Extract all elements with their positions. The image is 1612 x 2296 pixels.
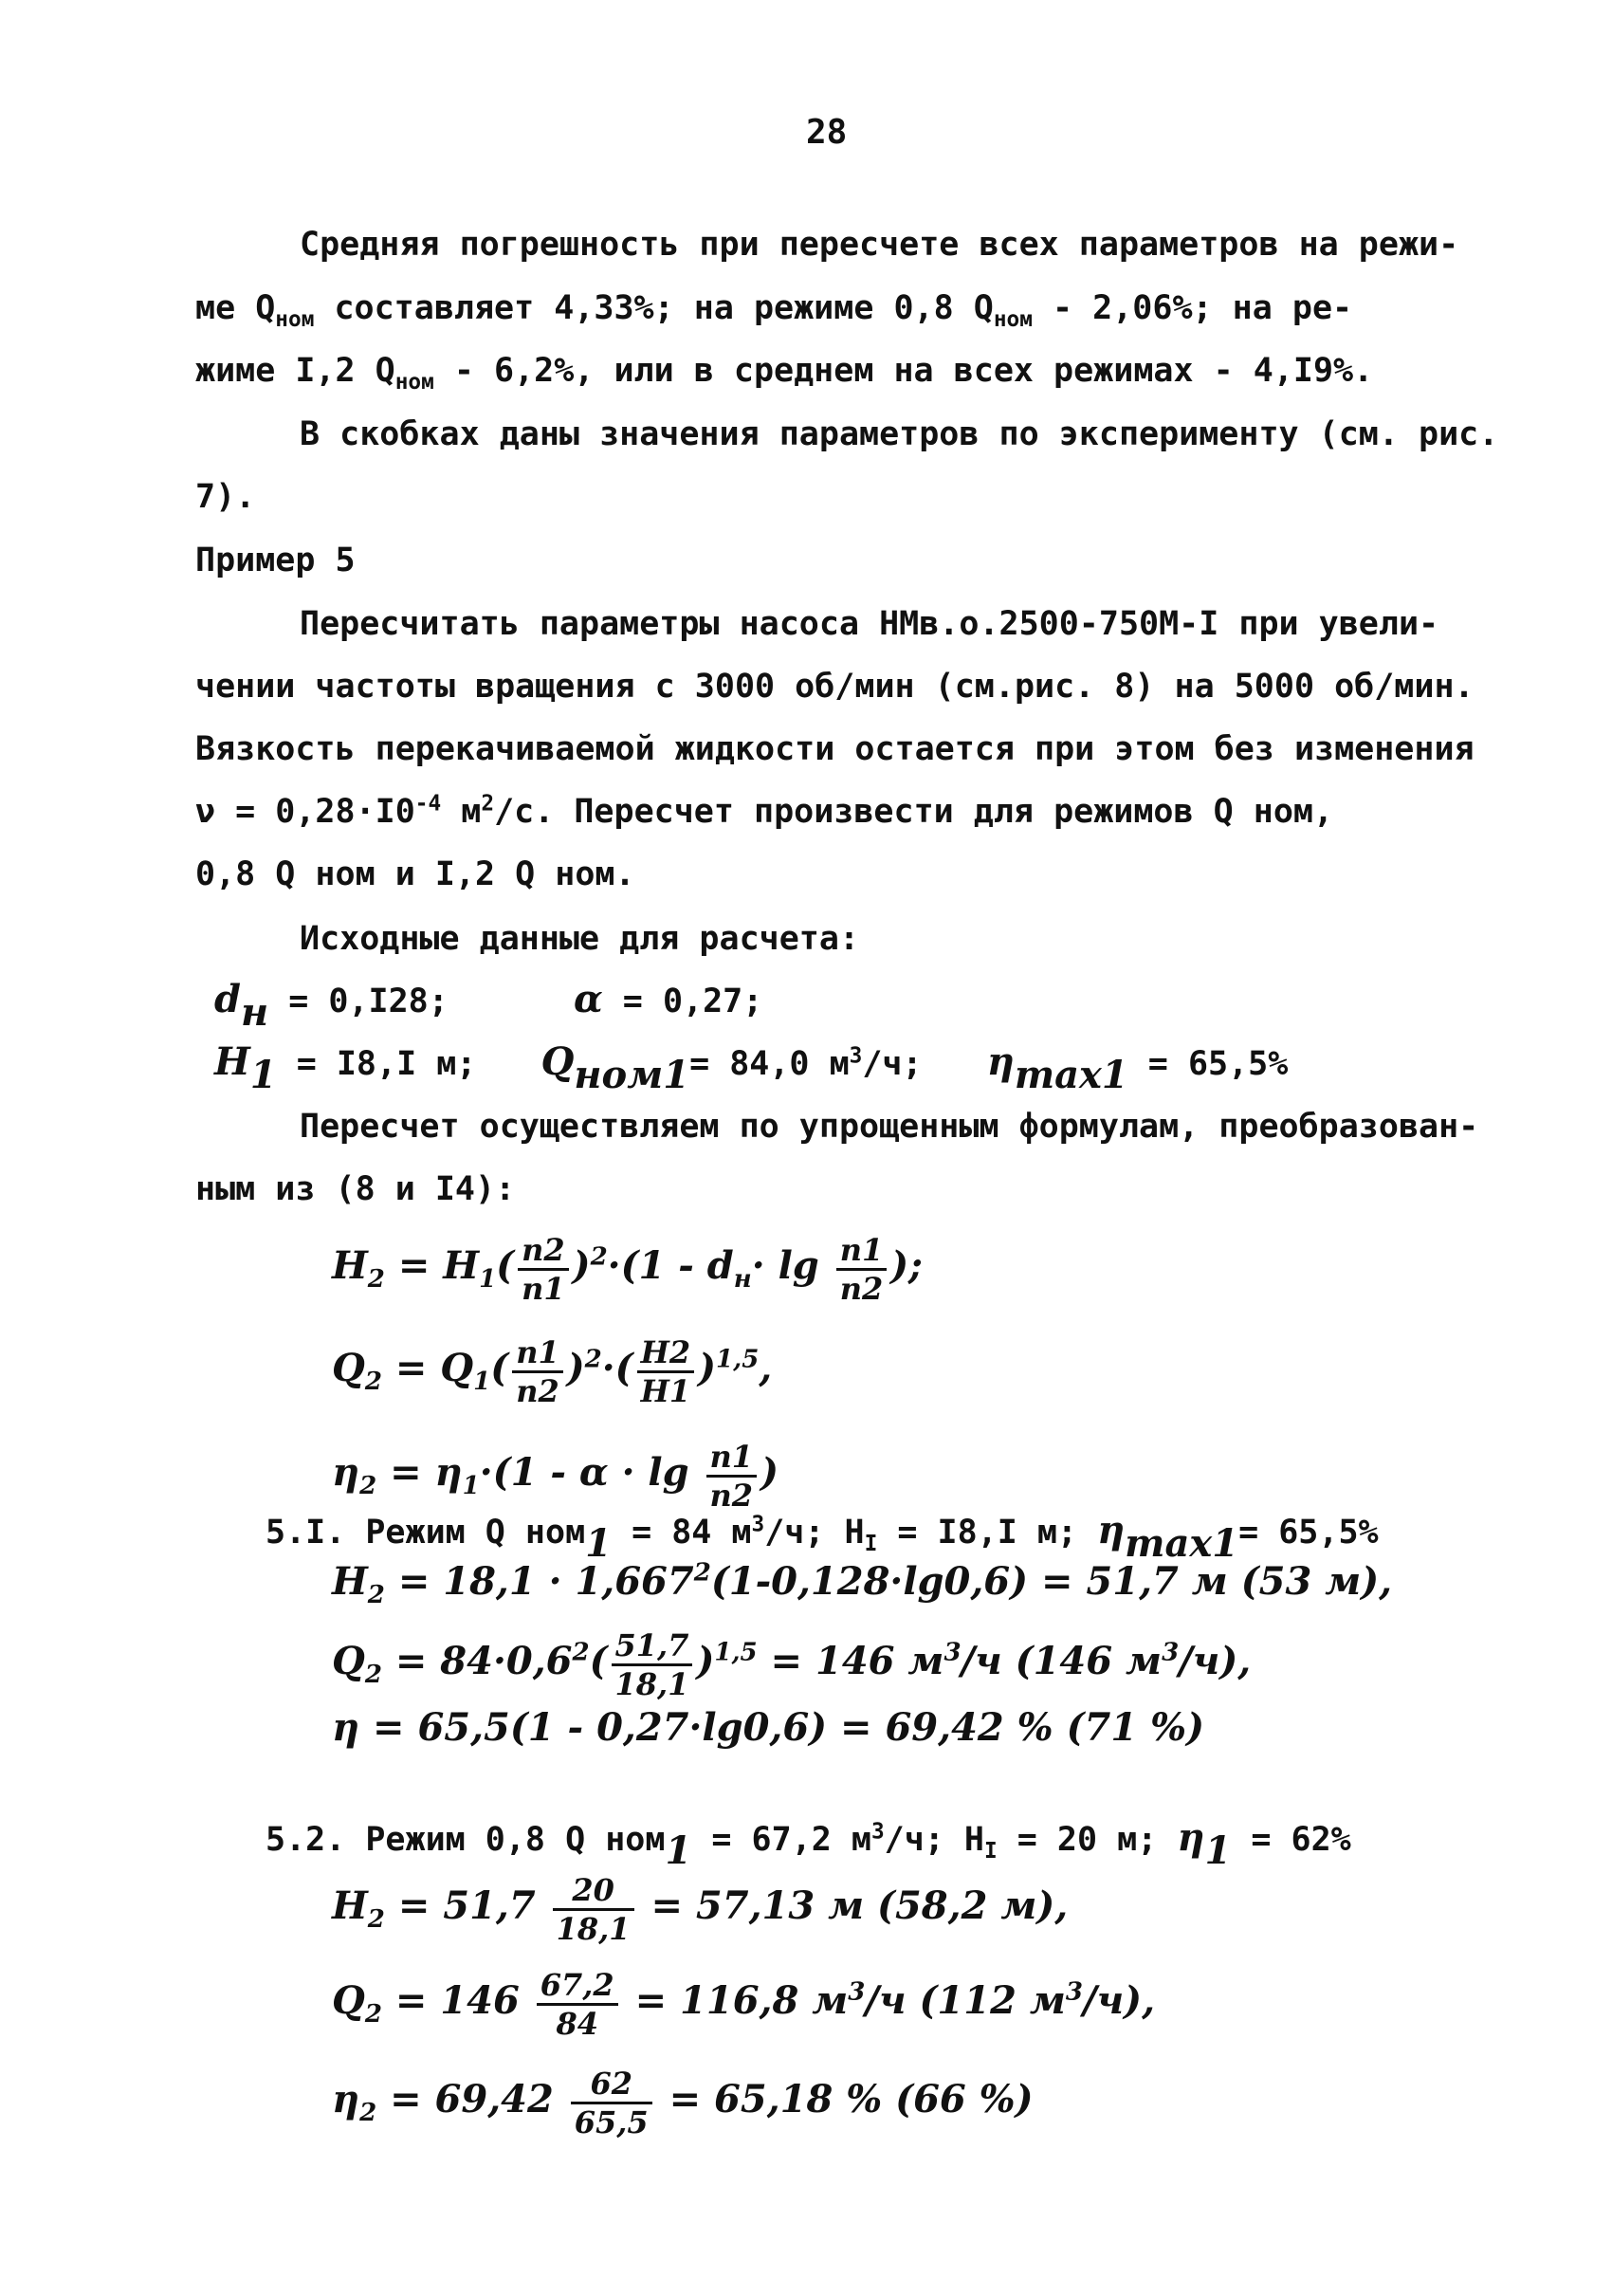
initial-data-heading: Исходные данные для расчета:	[300, 920, 860, 958]
superscript: -4	[414, 791, 442, 817]
subscript: max1	[1125, 1521, 1239, 1566]
text-run: (	[496, 1243, 515, 1288]
text-run: = 84 м	[612, 1514, 752, 1552]
text-run: H	[332, 1883, 368, 1928]
paragraph-line: 7).	[195, 478, 256, 516]
text-run: /ч (146 м	[961, 1639, 1163, 1683]
text-run: H	[332, 1243, 368, 1288]
text-run: ν = 0,28·I0	[195, 793, 415, 831]
subscript: 2	[364, 1661, 382, 1690]
formula-head	[332, 1223, 923, 1309]
text-run: (	[589, 1639, 608, 1683]
symbol: η	[1177, 1815, 1205, 1860]
denominator: n1	[522, 1270, 565, 1307]
fraction	[612, 1626, 693, 1702]
superscript: 3	[1065, 1977, 1083, 2007]
text-run: )	[760, 1450, 779, 1495]
subscript: н	[240, 990, 269, 1035]
paragraph-line	[195, 350, 1374, 395]
text-run: = 116,8 м	[621, 1978, 849, 2023]
superscript: 3	[751, 1512, 765, 1537]
text-run: = H	[384, 1243, 480, 1288]
paragraph-line: 0,8 Q ном и I,2 Q ном.	[195, 855, 635, 893]
subscript: ном	[275, 306, 315, 332]
paragraph-line	[195, 287, 1353, 332]
text-run: /ч; H	[884, 1821, 984, 1859]
calc-line	[332, 2062, 1034, 2138]
fraction	[637, 1333, 695, 1409]
text-run: = 65,5%	[1238, 1514, 1379, 1552]
text-run: = 0,I28;	[268, 983, 449, 1020]
denominator: 18,1	[614, 1665, 689, 1702]
subscript: 2	[359, 1472, 377, 1501]
text-run: η	[332, 2077, 360, 2122]
subscript: ном	[993, 306, 1033, 332]
text-run: = 65,5%	[1127, 1045, 1289, 1083]
text-run: ·(1 - d	[607, 1243, 734, 1288]
subscript: 1	[479, 1265, 497, 1295]
symbol: Q	[540, 1039, 575, 1084]
calc-line	[332, 1963, 1156, 2042]
text-run: = 84,0 м	[689, 1045, 850, 1083]
text-run: - 6,2%, или в среднем на всех режимах - 4,I9%.	[433, 352, 1374, 390]
text-run: /с. Пересчет произвести для режимов Q ном,	[494, 793, 1334, 831]
numerator: 67,2	[537, 1970, 618, 2006]
superscript: 3	[943, 1638, 962, 1667]
text-run: ,	[759, 1346, 773, 1390]
superscript: 3	[849, 1043, 863, 1069]
subscript: I	[864, 1531, 878, 1556]
subscript: 2	[364, 2000, 382, 2030]
paragraph-line: Средняя погрешность при пересчете всех параметров на режи-	[300, 226, 1459, 264]
calc-line	[332, 1868, 1069, 1947]
text-run: /ч),	[1082, 1978, 1156, 2023]
text-run: составляет 4,33%; на режиме 0,8 Q	[314, 289, 994, 327]
denominator: 84	[556, 2005, 598, 2042]
text-run: = 146	[381, 1978, 533, 2023]
subscript: 2	[367, 1905, 385, 1935]
text-run: · lg	[751, 1243, 833, 1288]
mode-heading	[266, 1815, 1351, 1873]
text-run: )	[572, 1243, 591, 1288]
paragraph-line	[195, 791, 1333, 833]
text-run: η	[332, 1450, 360, 1495]
initial-data-row	[214, 977, 763, 1035]
subscript: 2	[367, 1581, 385, 1610]
paragraph-line: чении частоты вращения с 3000 об/мин (см.рис. 8) на 5000 об/мин.	[195, 668, 1475, 706]
numerator: n1	[836, 1235, 888, 1271]
fraction	[706, 1438, 758, 1514]
denominator: 18,1	[556, 1910, 631, 1947]
superscript: 1,5	[716, 1345, 760, 1374]
symbol: H	[214, 1039, 250, 1084]
paragraph-line: В скобках даны значения параметров по эксперименту (см. рис.	[300, 415, 1499, 453]
text-run: = 0,27;	[602, 983, 763, 1020]
text-run: (1-0,128·lg0,6) = 51,7 м (53 м),	[710, 1559, 1393, 1604]
text-run: = 18,1 · 1,667	[384, 1559, 694, 1604]
numerator: 62	[571, 2068, 652, 2104]
text-run: );	[890, 1243, 923, 1288]
paragraph-line: ным из (8 и I4):	[195, 1170, 516, 1208]
denominator: n2	[839, 1270, 884, 1307]
numerator: 20	[553, 1875, 634, 1911]
example-heading: Пример 5	[195, 542, 356, 579]
text-run: = 51,7	[384, 1883, 549, 1928]
text-run: )	[696, 1639, 715, 1683]
text-run: /ч; H	[764, 1514, 865, 1552]
text-run: ·(	[601, 1346, 633, 1390]
fraction	[518, 1231, 569, 1307]
superscript: 1,5	[714, 1638, 758, 1667]
text-run: = 65,18 % (66 %)	[655, 2077, 1034, 2122]
calc-line	[332, 1558, 1393, 1610]
superscript: 2	[584, 1345, 602, 1374]
text-run: 5.2. Режим 0,8 Q ном	[266, 1821, 666, 1859]
denominator: n2	[516, 1372, 559, 1409]
denominator: 65,5	[574, 2103, 649, 2140]
numerator: n1	[512, 1337, 563, 1373]
paragraph-line: Пересчет осуществляем по упрощенным формулам, преобразован-	[300, 1108, 1479, 1146]
text-run: Q	[332, 1978, 365, 2023]
subscript: ном1	[574, 1053, 690, 1097]
numerator: n2	[518, 1235, 569, 1271]
text-run: = 62%	[1231, 1821, 1351, 1859]
text-run: = Q	[381, 1346, 474, 1390]
text-run: )	[698, 1346, 717, 1390]
denominator: H1	[640, 1372, 691, 1409]
fraction	[512, 1333, 563, 1409]
subscript: 1	[585, 1521, 612, 1566]
text-run: = η	[376, 1450, 463, 1495]
text-run: Q	[332, 1639, 365, 1683]
text-run: м	[441, 793, 482, 831]
superscript: 2	[481, 791, 495, 817]
calc-line: η = 65,5(1 - 0,27·lg0,6) = 69,42 % (71 %)	[332, 1705, 1205, 1750]
formula-flow	[332, 1326, 772, 1411]
numerator: 51,7	[612, 1630, 693, 1666]
symbol: α	[573, 977, 603, 1021]
superscript: 3	[870, 1819, 885, 1845]
numerator: H2	[637, 1337, 695, 1373]
paragraph-line: Пересчитать параметры насоса НМв.о.2500-750М-I при увели-	[300, 605, 1439, 643]
text-run: = 20 м;	[997, 1821, 1178, 1859]
text-run: /ч (112 м	[865, 1978, 1066, 2023]
superscript: 2	[693, 1558, 711, 1588]
text-run: 5.I. Режим Q ном	[266, 1514, 586, 1552]
fraction	[537, 1966, 618, 2042]
subscript: I	[984, 1838, 998, 1864]
text-run: ме Q	[195, 289, 276, 327]
text-run: Q	[332, 1346, 365, 1390]
initial-data-row	[214, 1039, 1289, 1097]
text-run: = 84·0,6	[381, 1639, 573, 1683]
text-run: = 146 м	[757, 1639, 944, 1683]
subscript: 1	[1204, 1828, 1232, 1873]
fraction	[836, 1231, 888, 1307]
subscript: 1	[473, 1368, 491, 1397]
mode-heading	[266, 1508, 1379, 1566]
symbol: η	[1097, 1508, 1126, 1552]
superscript: 3	[1162, 1638, 1180, 1667]
denominator: n2	[709, 1477, 754, 1514]
text-run: )	[566, 1346, 585, 1390]
numerator: n1	[706, 1442, 758, 1478]
subscript: 2	[367, 1265, 385, 1295]
text-run: - 2,06%; на ре-	[1032, 289, 1353, 327]
fraction	[571, 2065, 652, 2140]
superscript: 2	[572, 1638, 590, 1667]
subscript: 1	[665, 1828, 692, 1873]
subscript: 1	[462, 1472, 480, 1501]
symbol: η	[986, 1039, 1015, 1084]
text-run: = 57,13 м (58,2 м),	[637, 1883, 1069, 1928]
formula-efficiency	[332, 1430, 779, 1515]
text-run: жиме I,2 Q	[195, 352, 395, 390]
text-run: /ч),	[1179, 1639, 1252, 1683]
fraction	[553, 1871, 634, 1947]
text-run: /ч;	[862, 1045, 923, 1083]
text-run: = 67,2 м	[691, 1821, 871, 1859]
subscript: ном	[394, 369, 434, 395]
page-number: 28	[806, 113, 848, 152]
superscript: 2	[590, 1242, 608, 1272]
text-run: H	[332, 1559, 368, 1604]
text-run: = I8,I м;	[877, 1514, 1098, 1552]
subscript: 2	[359, 2099, 377, 2128]
text-run: = 69,42	[376, 2077, 567, 2122]
text-run: = I8,I м;	[276, 1045, 477, 1083]
subscript: 2	[364, 1368, 382, 1397]
superscript: 3	[848, 1977, 866, 2007]
text-run: (	[490, 1346, 509, 1390]
text-run: ·(1 - α · lg	[479, 1450, 703, 1495]
calc-line	[332, 1624, 1252, 1702]
paragraph-line: Вязкость перекачиваемой жидкости остается при этом без изменения	[195, 730, 1475, 768]
subscript: н	[733, 1265, 752, 1295]
subscript: 1	[249, 1053, 277, 1097]
subscript: max1	[1014, 1053, 1128, 1097]
symbol: d	[214, 977, 241, 1021]
